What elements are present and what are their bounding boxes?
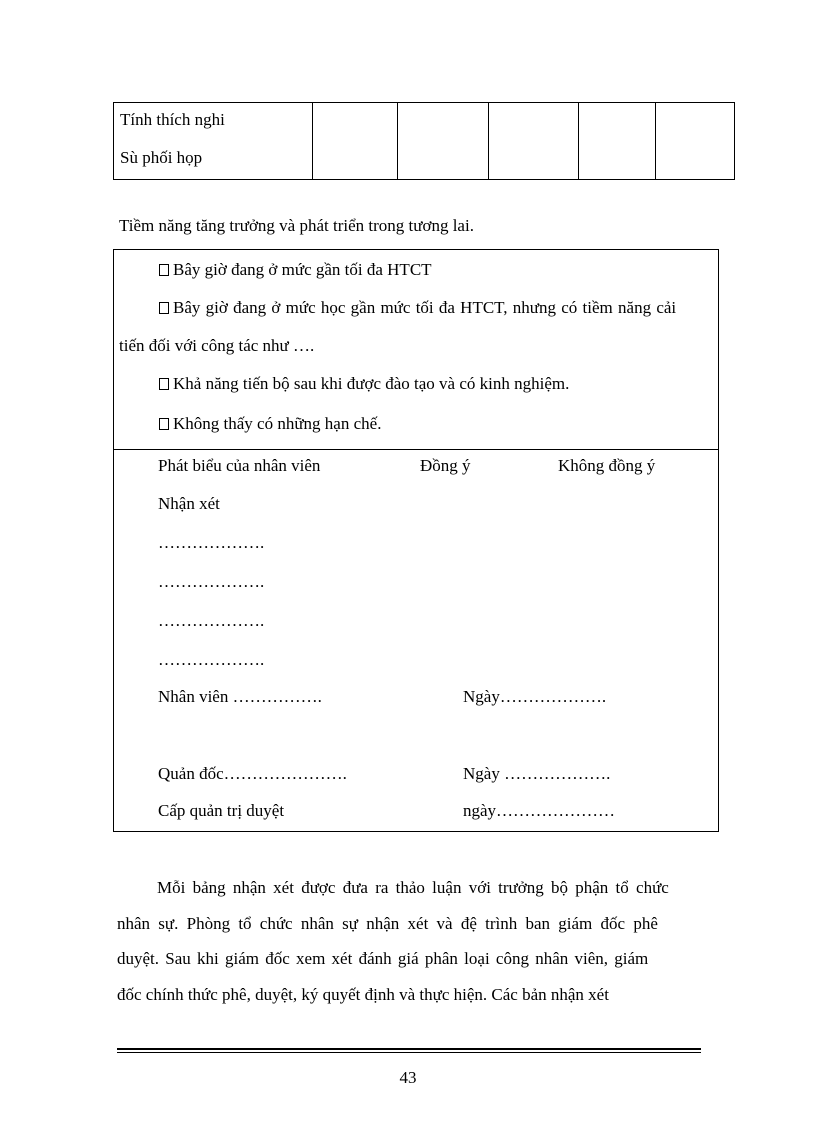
criteria-table [113,102,735,180]
comment-dot-line: ………………. [158,650,265,669]
checkbox-icon [159,302,169,314]
employee-signature: Nhân viên ……………. [158,687,322,706]
option-continuation: tiến đối với công tác như …. [119,336,315,355]
rating-cell [313,103,398,180]
option-progress-after-training [159,374,569,394]
rating-cell [656,103,735,180]
foreman-date: Ngày ………………. [463,764,611,783]
paragraph-line: duyệt. Sau khi giám đốc xem xét đánh giá phân loại công nhân viên, giám [117,949,649,968]
body-paragraph [117,878,697,1008]
statement-label: Phát biểu của nhân viên [158,456,321,475]
paragraph-line: nhân sự. Phòng tổ chức nhân sự nhận xét và đệ trình ban giám đốc phê [117,914,658,933]
rating-cell [489,103,579,180]
paragraph-line: Mỗi bảng nhận xét được đưa ra thảo luận với trưởng bộ phận tổ chức [157,878,669,897]
employee-date: Ngày………………. [463,687,607,706]
option-near-max [159,260,432,280]
disagree-label: Không đồng ý [558,456,656,475]
option-no-limits [159,414,381,434]
checkbox-icon [159,418,169,430]
option-text: Bây giờ đang ở mức học gần mức tối đa HTCT, nhưng có tiềm năng cải [173,298,677,317]
comment-dot-line: ………………. [158,611,265,630]
criteria-row-coordination: Sù phối họp [120,148,203,167]
option-learning-near-max [159,298,676,318]
footer-rule [117,1048,701,1050]
statement-box [113,449,719,832]
rating-cell [579,103,656,180]
potential-heading: Tiềm năng tăng trưởng và phát triển trong tương lai. [119,216,474,235]
foreman-signature: Quản đốc…………………. [158,764,347,783]
footer-rule-thin [117,1052,701,1053]
approver-date: ngày………………… [463,801,616,820]
comment-dot-line: ………………. [158,572,265,591]
criteria-row-adaptability: Tính thích nghi [120,110,225,129]
option-text: Khả năng tiến bộ sau khi được đào tạo và có kinh nghiệm. [173,374,570,393]
rating-cell [398,103,489,180]
paragraph-line: đốc chính thức phê, duyệt, ký quyết định và thực hiện. Các bản nhận xét [117,985,609,1004]
approver-signature: Cấp quản trị duyệt [158,801,285,820]
criteria-label-cell [114,103,313,180]
comment-label: Nhận xét [158,494,220,513]
agree-label: Đồng ý [420,456,471,475]
page-number: 43 [399,1068,417,1087]
comment-dot-line: ………………. [158,533,265,552]
potential-options-box [113,249,719,450]
option-text: Bây giờ đang ở mức gần tối đa HTCT [173,260,432,279]
checkbox-icon [159,264,169,276]
checkbox-icon [159,378,169,390]
option-text: Không thấy có những hạn chế. [173,414,382,433]
